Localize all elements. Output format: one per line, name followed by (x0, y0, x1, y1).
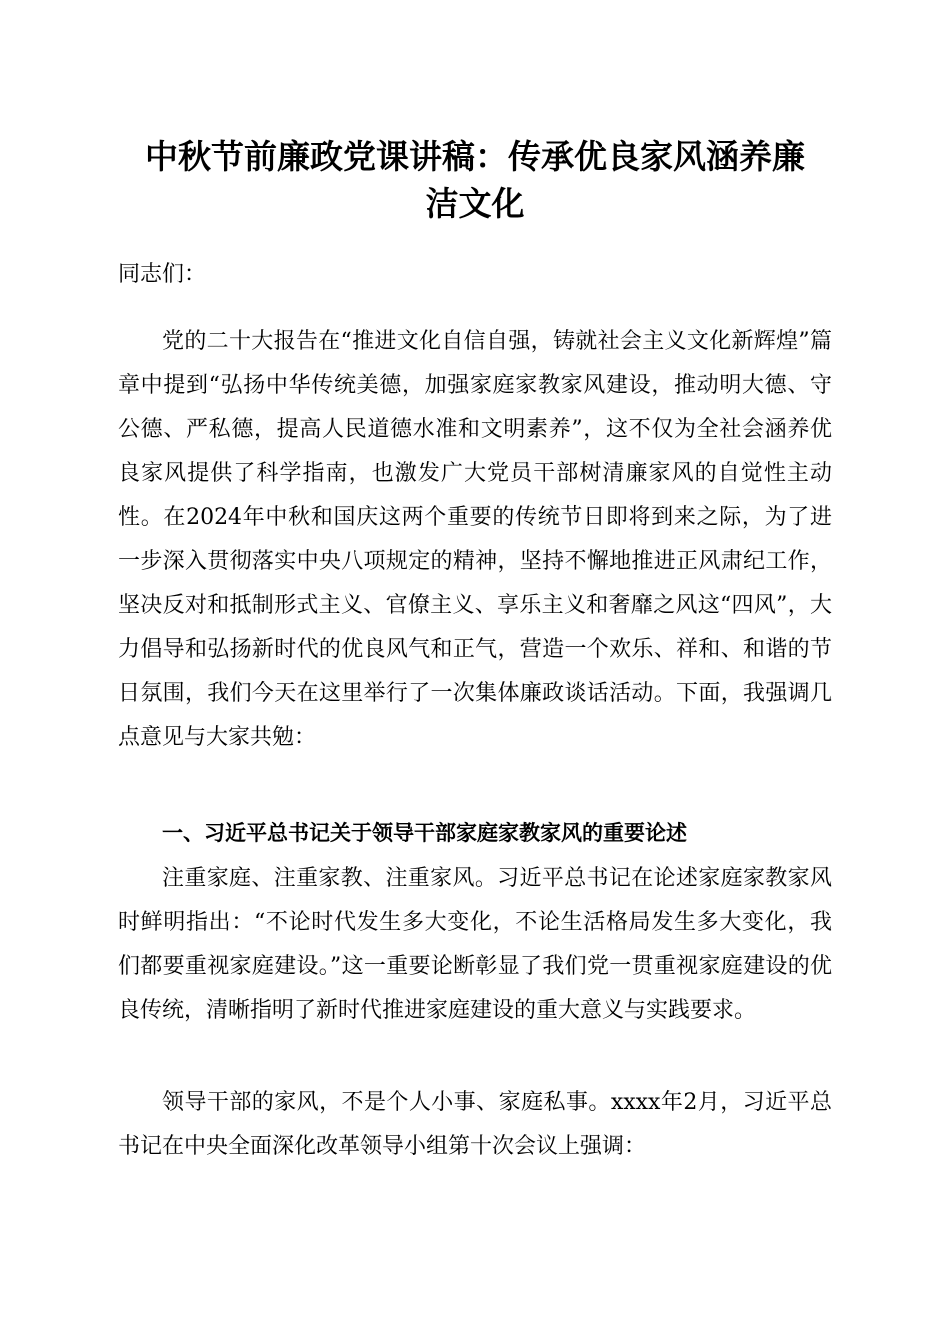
paragraph-leader-family: 领导干部的家风，不是个人小事、家庭私事。xxxx年2月，习近平总书记在中央全面深化改革领导小组第十次会议上强调： (118, 1090, 832, 1159)
title-line-1: 中秋节前廉政党课讲稿：传承优良家风涵养廉 (145, 137, 805, 176)
document-title (110, 133, 840, 227)
paragraph-family-emphasis: 注重家庭、注重家教、注重家风。习近平总书记在论述家庭家教家风时鲜明指出：“不论时代发生多大变化，不论生活格局发生多大变化，我们都要重视家庭建设。”这一重要论断彰显了我们党一贯重视家庭建设的优良传统，清晰指明了新时代推进家庭建设的重大意义与实践要求。 (118, 866, 832, 1023)
paragraph-intro: 党的二十大报告在“推进文化自信自强，铸就社会主义文化新辉煌”篇章中提到“弘扬中华传统美德，加强家庭家教家风建设，推动明大德、守公德、严私德，提高人民道德水准和文明素养”，这不仅为全社会涵养优良家风提供了科学指南，也激发广大党员干部树清廉家风的自觉性主动性。在2024年中秋和国庆这两个重要的传统节日即将到来之际，为了进一步深入贯彻落实中央八项规定的精神，坚持不懈地推进正风肃纪工作，坚决反对和抵制形式主义、官僚主义、享乐主义和奢靡之风这“四风”，大力倡导和弘扬新时代的优良风气和正气，营造一个欢乐、祥和、和谐的节日氛围，我们今天在这里举行了一次集体廉政谈话活动。下面，我强调几点意见与大家共勉： (118, 329, 832, 750)
title-line-2: 洁文化 (425, 184, 525, 223)
greeting: 同志们： (118, 262, 207, 287)
section-heading: 一、习近平总书记关于领导干部家庭家教家风的重要论述 (162, 821, 687, 845)
